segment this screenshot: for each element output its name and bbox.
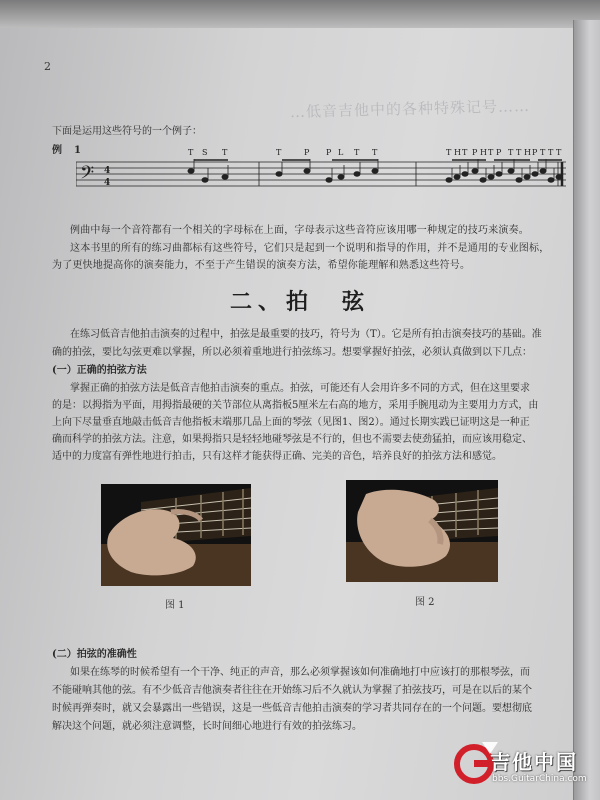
technique-letter: H — [480, 148, 487, 157]
paragraph-explanation-2: 这本书里的所有的练习曲都标有这些符号，它们只是起到一个说明和指导的作用，并不是通用的专业图标， — [70, 243, 550, 254]
page-number: 2 — [44, 60, 51, 73]
note-head — [338, 175, 344, 179]
slap-intro-line-1: 在练习低音吉他拍击演奏的过程中，拍弦是最重要的技巧，符号为（T）。它是所有拍击演奏技巧的基础。准 — [70, 329, 542, 340]
technique-letter: T — [548, 148, 554, 157]
bleed-through-heading: …低音吉他中的各种特殊记号…… — [289, 96, 531, 122]
note-head — [188, 169, 194, 173]
technique-letter: P — [496, 148, 502, 157]
technique-letter: P — [532, 148, 538, 157]
method-line-5: 适中的力度富有弹性地进行拍击，只有这样才能获得正确、完美的音色，培养良好的拍弦方法和感觉。 — [52, 451, 502, 462]
note-head — [548, 178, 554, 182]
hand-slapping-strings-image — [101, 484, 251, 586]
watermark-url: bbs.GuitarChina.com — [492, 774, 587, 784]
accuracy-line-2: 不能碰响其他的弦。有不少低音吉他演奏者往往在开始练习后不久就认为掌握了拍弦技巧，可是在以后的某个 — [52, 685, 532, 696]
note-head — [532, 172, 538, 176]
technique-letter: S — [202, 148, 208, 157]
example-intro: 下面是运用这些符号的一个例子： — [52, 126, 202, 137]
time-signature-bottom: 4 — [104, 178, 111, 188]
note-head — [354, 172, 360, 176]
technique-letter: T — [462, 148, 468, 157]
note-head — [480, 178, 486, 182]
slap-intro-line-2: 确的拍弦，要比勾弦更难以掌握，所以必须着重地进行拍弦练习。想要掌握好拍弦，必须认真做到以下几点： — [52, 347, 532, 358]
note-head — [508, 169, 514, 173]
method-line-3: 上向下尽量垂直地敲击低音吉他指板末端那几品上面的琴弦（见图1、图2）。通过长期实践已证明这是一种正 — [52, 417, 530, 428]
accuracy-line-1: 如果在练琴的时候希望有一个干净、纯正的声音，那么必须掌握该如何准确地打中应该打的那根琴弦，而 — [70, 667, 530, 678]
technique-letter: T — [276, 148, 282, 157]
note-head — [524, 175, 530, 179]
paragraph-explanation-1: 例曲中每一个音符都有一个相关的字母标在上面，字母表示这些音符应该用哪一种规定的技巧来演奏。 — [70, 225, 529, 236]
bass-clef-icon: 𝄢 — [80, 163, 95, 188]
technique-letter: T — [556, 148, 562, 157]
technique-letter: P — [472, 148, 478, 157]
note-head — [222, 175, 228, 179]
note-head — [488, 175, 494, 179]
technique-letter: T — [488, 148, 494, 157]
note-head — [446, 178, 452, 182]
note-head — [202, 178, 208, 182]
note-head — [556, 175, 562, 179]
figure-1-photo — [101, 484, 251, 586]
technique-letter: T — [222, 148, 228, 157]
subheading-correct-method: (一）正确的拍弦方法 — [52, 365, 147, 376]
accuracy-line-4: 解决这个问题，就必须注意调整，长时间细心地进行有效的拍弦练习。 — [52, 721, 362, 732]
technique-letter: T — [354, 148, 360, 157]
method-line-4: 确而科学的拍弦方法。注意，如果拇指只是轻轻地碰琴弦是不行的，但也不需要去使劲猛拍，而应该用稳定、 — [52, 434, 532, 445]
next-page-edge — [573, 20, 600, 800]
watermark-title: 吉他中国 — [490, 750, 578, 774]
figure-1-caption: 图 1 — [165, 600, 185, 611]
technique-letter: L — [338, 148, 344, 157]
technique-letters — [188, 148, 562, 157]
subheading-accuracy: (二）拍弦的准确性 — [52, 649, 137, 660]
example-label-text: 例 — [52, 145, 62, 156]
example-number: 1 — [74, 145, 81, 156]
note-head — [454, 175, 460, 179]
notes — [188, 159, 562, 182]
hand-slapping-strings-image-2 — [346, 480, 498, 582]
guitarchina-watermark — [452, 738, 598, 796]
music-staff-example — [76, 144, 566, 196]
accuracy-line-3: 时候再弹奏时，就又会暴露出一些错误，这是一些低音吉他拍击演奏的学习者共同存在的一个问题。要想彻底 — [52, 703, 532, 714]
note-head — [516, 178, 522, 182]
technique-letter: T — [516, 148, 522, 157]
technique-letter: T — [372, 148, 378, 157]
paragraph-explanation-3: 为了更快地提高你的演奏能力，不至于产生错误的演奏方法，希望你能理解和熟悉这些符号。 — [52, 260, 471, 271]
note-head — [276, 172, 282, 176]
figure-2-photo — [346, 480, 498, 582]
note-head — [372, 169, 378, 173]
method-line-2: 的是：以拇指为平面，用拇指最硬的关节部位从离指板5厘米左右高的地方，采用手腕甩动为主要用力方式，由 — [52, 400, 539, 411]
technique-letter: P — [326, 148, 332, 157]
note-head — [496, 172, 502, 176]
technique-letter: T — [540, 148, 546, 157]
note-head — [304, 169, 310, 173]
technique-letter: H — [454, 148, 461, 157]
section-title: 二、拍 弦 — [229, 289, 370, 315]
staff-lines — [76, 162, 566, 186]
note-head — [540, 169, 546, 173]
technique-letter: T — [188, 148, 194, 157]
note-head — [326, 178, 332, 182]
note-head — [472, 169, 478, 173]
time-signature-top: 4 — [104, 166, 111, 176]
note-head — [462, 172, 468, 176]
method-line-1: 掌握正确的拍弦方法是低音吉他拍击演奏的重点。拍弦，可能还有人会用许多不同的方式，但在这里要求 — [70, 383, 530, 394]
figure-2-caption: 图 2 — [415, 597, 435, 608]
technique-letter: P — [304, 148, 310, 157]
technique-letter: H — [524, 148, 531, 157]
technique-letter: T — [446, 148, 452, 157]
technique-letter: T — [508, 148, 514, 157]
page-top-shadow — [0, 0, 600, 28]
